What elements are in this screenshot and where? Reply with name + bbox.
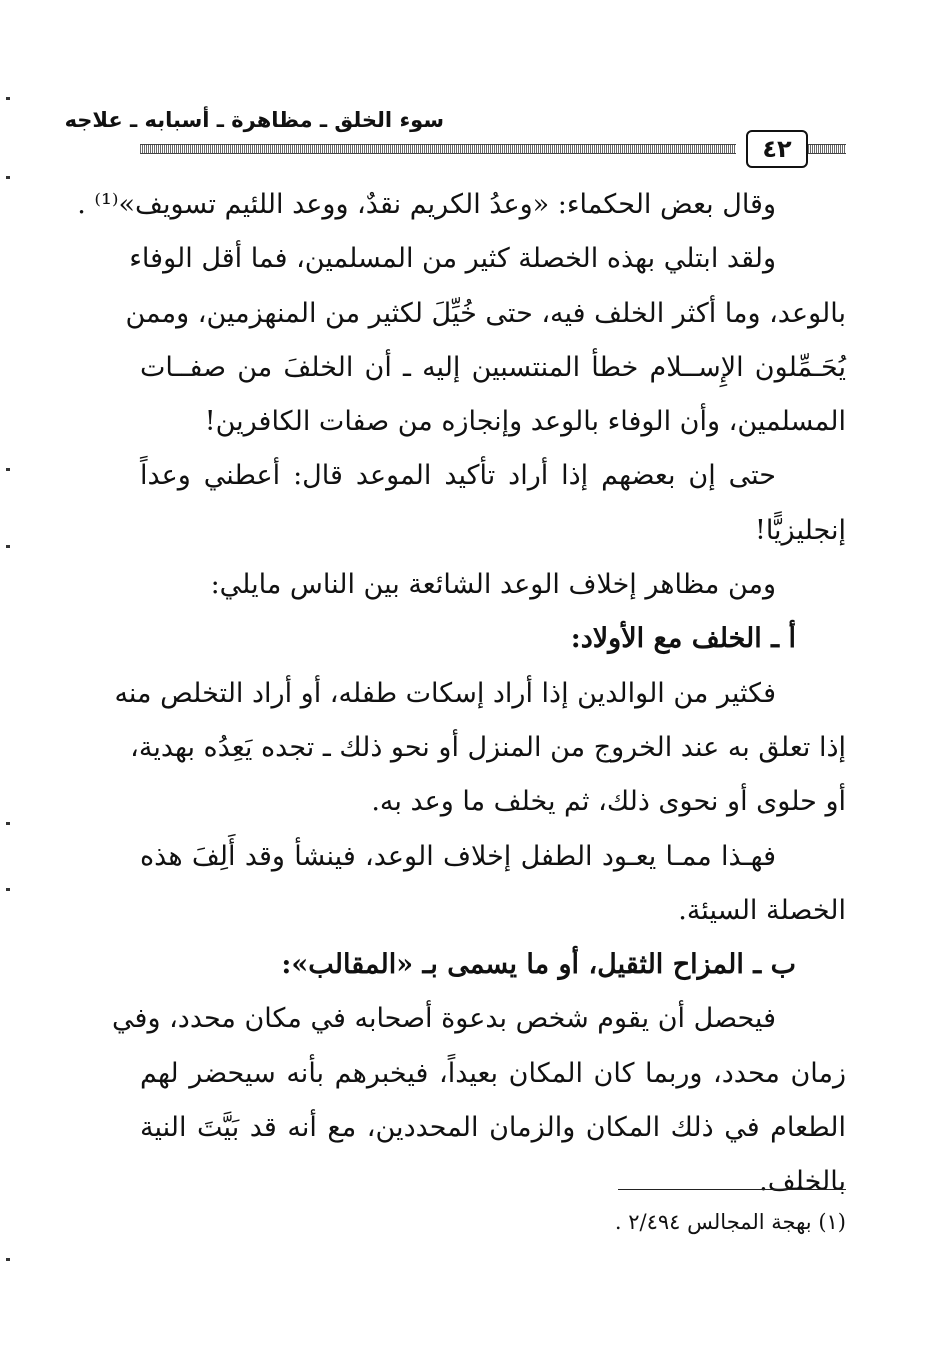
scan-edge-mark	[6, 888, 10, 891]
scan-edge-mark	[6, 545, 10, 548]
text-line: الطعام في ذلك المكان والزمان المحددين، مع أنه قد بَيَّتَ النية	[140, 1112, 846, 1144]
text-line: إذا تعلق به عند الخروج من المنزل أو نحو ذلك ـ تجده يَعِدُه بهدية،	[130, 731, 846, 763]
text-line: إنجليزيًّا!	[754, 514, 846, 546]
header-rule	[140, 144, 736, 154]
text-line: زمان محدد، وربما كان المكان بعيداً، فيخبرهم بأنه سيحضر لهم	[140, 1057, 846, 1089]
text-line: بالخلف.	[759, 1166, 846, 1198]
text-line: فيحصل أن يقوم شخص بدعوة أصحابه في مكان محدد، وفي	[112, 1003, 776, 1035]
scan-edge-mark	[6, 1258, 10, 1261]
text-line: فكثير من الوالدين إذا أراد إسكات طفله، أو أراد التخلص منه	[114, 677, 776, 709]
scan-edge-mark	[6, 822, 10, 825]
scan-edge-mark	[6, 468, 10, 471]
text-line: الخصلة السيئة.	[678, 894, 846, 926]
page-number: ٤٢	[746, 130, 808, 168]
text-line: فهـذا ممـا يعـود الطفل إخلاف الوعد، فينشأ وقد أَلِفَ هذه	[140, 840, 776, 872]
text-line: المسلمين، وأن الوفاء بالوعد وإنجازه من صفات الكافرين!	[204, 406, 846, 438]
text-line: وقال بعض الحكماء: «وعدُ الكريم نقدٌ، ووعد اللئيم تسويف»⁽¹⁾ .	[77, 189, 776, 220]
footnote: (١) بهجة المجالس ٢/٤٩٤ .	[614, 1210, 846, 1234]
text-line: حتى إن بعضهم إذا أراد تأكيد الموعد قال: أعطني وعداً	[140, 460, 776, 492]
scan-edge-mark	[6, 97, 10, 100]
text-line: بالوعد، وما أكثر الخلف فيه، حتى خُيِّلَ لكثير من المنهزمين، وممن	[125, 297, 846, 329]
text-line: ولقد ابتلي بهذه الخصلة كثير من المسلمين، فما أقل الوفاء	[129, 243, 776, 275]
main-text	[77, 178, 846, 1210]
text-line: ومن مظاهر إخلاف الوعد الشائعة بين الناس مايلي:	[210, 569, 776, 601]
text-line: أو حلوى أو نحوى ذلك، ثم يخلف ما وعد به.	[371, 786, 846, 818]
footnote-rule	[618, 1189, 846, 1190]
section-heading: ب ـ المزاح الثقيل، أو ما يسمى بـ «المقالب»:	[281, 949, 796, 981]
section-heading: أ ـ الخلف مع الأولاد:	[570, 623, 796, 655]
scan-edge-mark	[6, 176, 10, 179]
page-header	[64, 108, 846, 163]
running-title: سوء الخلق ـ مظاهرة ـ أسبابه ـ علاجه	[64, 108, 444, 132]
text-line: يُحَـمِّلون الإِســلام خطأ المنتسبين إليه ـ أن الخلفَ من صفــات	[140, 351, 846, 383]
header-rule-right	[808, 144, 846, 154]
